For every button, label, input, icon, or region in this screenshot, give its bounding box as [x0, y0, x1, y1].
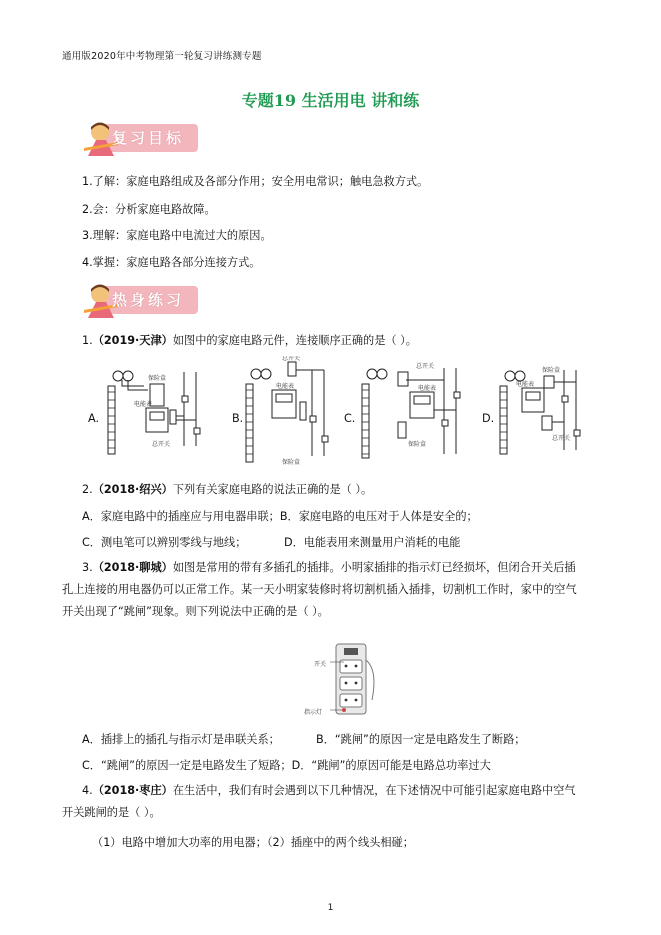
q4-sub-1: （1）电路中增加大功率的用电器；（2）插座中的两个线头相碰；	[92, 836, 414, 849]
label-meter: 电能表	[134, 401, 153, 408]
banner-warmup-text: 热身练习	[112, 291, 185, 309]
q3-option-b: B．“跳闸”的原因一定是电路发生了断路；	[316, 733, 526, 746]
question-2: 2.（2018·绍兴）下列有关家庭电路的说法正确的是（ ）。	[82, 483, 373, 496]
svg-text:保险盒: 保险盒	[282, 459, 301, 466]
q3-options-cd: C．“跳闸”的原因一定是电路发生了短路；D．“跳闸”的原因可能是电路总功率过大	[82, 759, 491, 772]
q1-option-d: D.	[482, 412, 495, 425]
q2-option-d: D．电能表用来测量用户消耗的电能	[284, 536, 461, 549]
q3-option-a: A．插排上的插孔与指示灯是串联关系；	[82, 733, 280, 746]
svg-text:保险盒: 保险盒	[542, 367, 561, 374]
question-4: 4.（2018·枣庄）在生活中，我们有时会遇到以下几种情况，在下述情况中可能引起家庭电路中空气开关跳闸的是（ ）。	[62, 784, 576, 819]
power-strip-figure	[300, 640, 390, 720]
label-main-switch: 总开关	[152, 441, 171, 448]
objective-4: 4.掌握：家庭电路各部分连接方式。	[82, 256, 261, 269]
svg-text:总开关: 总开关	[552, 435, 571, 442]
svg-text:电能表: 电能表	[418, 385, 437, 392]
objective-1: 1.了解：家庭电路组成及各部分作用；安全用电常识；触电急救方式。	[82, 175, 429, 188]
svg-text:电能表: 电能表	[516, 381, 535, 388]
question-1: 1.（2019·天津）如图中的家庭电路元件，连接顺序正确的是（ ）。	[82, 334, 417, 347]
circuit-b	[242, 356, 342, 468]
label-fuse-box: 保险盒	[148, 375, 167, 382]
svg-text:保险盒: 保险盒	[408, 441, 427, 448]
objective-3: 3.理解：家庭电路中电流过大的原因。	[82, 229, 272, 242]
page-title: 专题19 生活用电 讲和练	[241, 91, 420, 110]
page-number: 1	[327, 903, 334, 913]
circuit-c	[358, 362, 468, 462]
banner-review	[82, 118, 200, 158]
banner-warmup	[82, 280, 200, 320]
q1-option-c: C.	[344, 412, 356, 425]
circuit-a	[104, 366, 214, 458]
banner-review-text: 复习目标	[112, 129, 185, 147]
fig-switch-label: 开关	[314, 661, 327, 668]
fig-light-label: 指示灯	[304, 709, 323, 716]
svg-text:总开关: 总开关	[416, 363, 435, 370]
q1-option-a: A.	[88, 412, 100, 425]
q2-options-ab: A．家庭电路中的插座应与用电器串联；B．家庭电路的电压对于人体是安全的；	[82, 510, 478, 523]
q2-option-c: C．测电笔可以辨别零线与地线；	[82, 536, 247, 549]
question-3: 3.（2018·聊城）如图是常用的带有多插孔的插排。小明家插排的指示灯已经损坏，但闭合开关后插孔上连接的用电器仍可以正常工作。某一天小明家装修时将切割机插入插排，切割机工作时，家中的空气开关出现了“跳闸”现象。则下列说法中正确的是（ ）。	[62, 561, 577, 618]
q1-figures	[82, 356, 582, 468]
objective-2: 2.会：分析家庭电路故障。	[82, 203, 216, 216]
q1-option-b: B.	[232, 412, 244, 425]
circuit-d	[496, 366, 586, 458]
header-note: 通用版2020年中考物理第一轮复习讲练测专题	[62, 51, 262, 62]
svg-text:总开关: 总开关	[282, 356, 301, 362]
svg-text:电能表: 电能表	[276, 383, 295, 390]
